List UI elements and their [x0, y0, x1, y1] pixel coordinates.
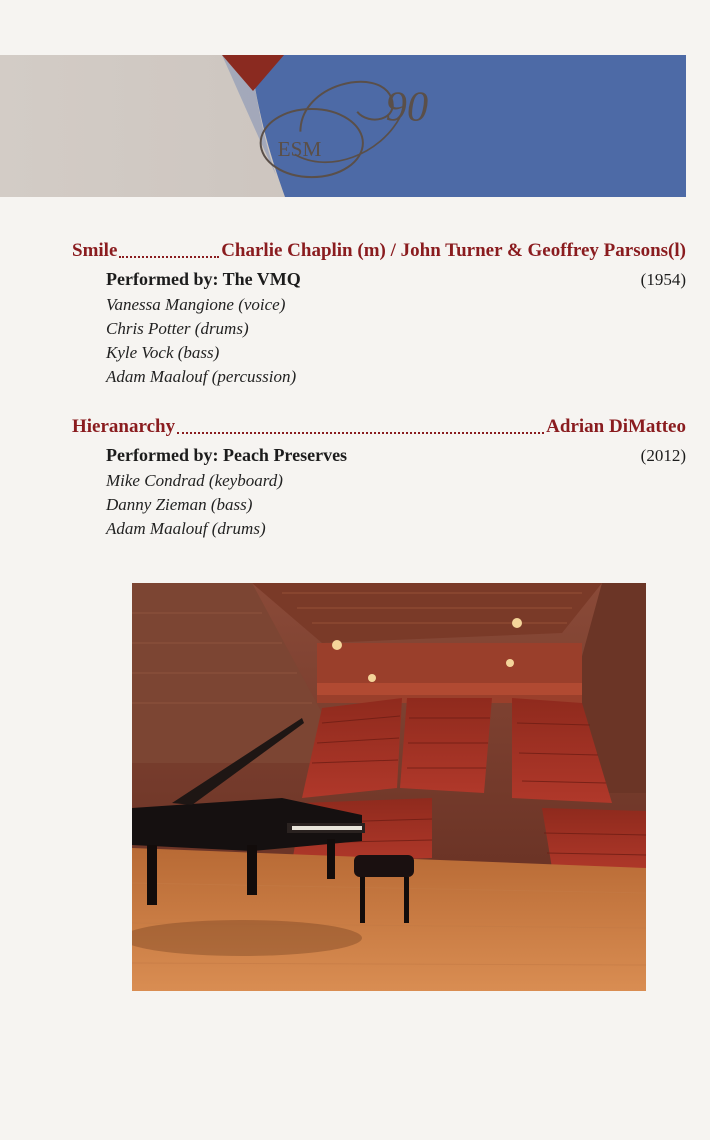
logo-number: 90 — [385, 83, 429, 131]
program-entry-smile — [72, 238, 686, 389]
composer: Charlie Chaplin (m) / John Turner & Geoffrey Parsons(l) — [221, 240, 686, 261]
program-entry-hieranarchy — [72, 414, 686, 541]
year: (2012) — [640, 446, 686, 465]
header-banner — [0, 55, 686, 197]
dot-leader — [177, 432, 544, 434]
performed-by: Performed by: The VMQ — [106, 269, 301, 289]
performer: Kyle Vock (bass) — [106, 343, 220, 362]
logo-text: ESM — [277, 136, 322, 161]
performer: Mike Condrad (keyboard) — [106, 471, 283, 490]
concert-hall-illustration — [132, 583, 646, 991]
performed-by-line — [106, 267, 686, 292]
esm-90-logo — [0, 55, 686, 197]
performed-by: Performed by: Peach Preserves — [106, 445, 348, 465]
piece-title: Smile — [72, 240, 118, 261]
performer: Vanessa Mangione (voice) — [106, 295, 286, 314]
entry-title-line — [72, 414, 686, 440]
performed-by-line — [106, 443, 686, 468]
performer-list — [106, 469, 686, 541]
composer: Adrian DiMatteo — [546, 416, 686, 437]
entry-title-line — [72, 238, 686, 264]
performer: Adam Maalouf (drums) — [106, 519, 266, 538]
concert-hall-photo — [132, 583, 646, 991]
dot-leader — [119, 256, 219, 258]
piece-title: Hieranarchy — [72, 416, 176, 437]
performer: Danny Zieman (bass) — [106, 495, 253, 514]
performer: Adam Maalouf (percussion) — [106, 367, 297, 386]
performer-list — [106, 293, 686, 389]
performer: Chris Potter (drums) — [106, 319, 249, 338]
year: (1954) — [640, 270, 686, 289]
